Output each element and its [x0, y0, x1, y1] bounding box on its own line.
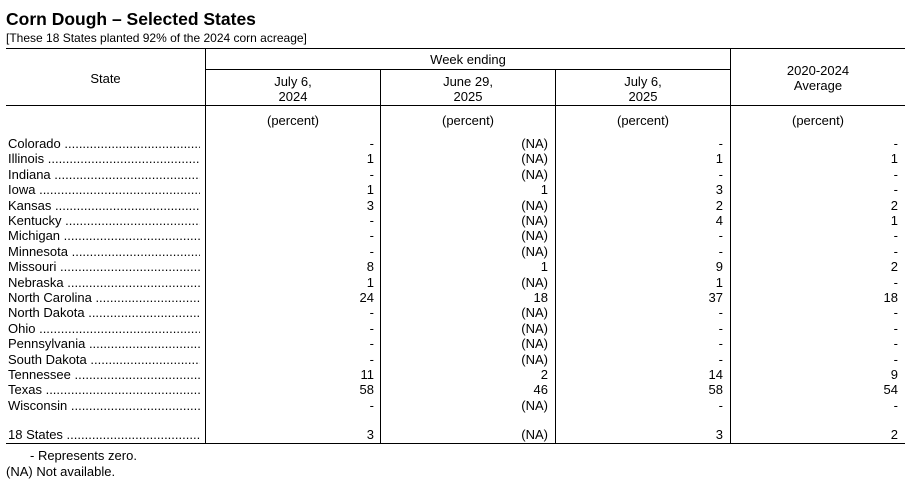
value-average: 54	[883, 382, 898, 398]
week-ending-header: Week ending	[430, 52, 506, 67]
table-top-rule	[6, 48, 905, 49]
value-average: -	[893, 397, 898, 413]
value-average: -	[893, 182, 898, 198]
state-name: Texas .....	[8, 382, 200, 397]
value-average: -	[893, 336, 898, 352]
value-july-2024: 8	[366, 259, 374, 275]
value-june-2025: (NA)	[521, 197, 548, 213]
footnote-zero: - Represents zero.	[30, 448, 137, 463]
state-name: Pennsylvania .....	[8, 336, 200, 351]
header-line: 2025	[453, 89, 483, 104]
value-july-2024: -	[369, 305, 374, 321]
footnote-not-available: (NA) Not available.	[6, 464, 116, 479]
value-july-2025: -	[718, 228, 723, 244]
value-average: 2	[890, 427, 898, 442]
state-name: Missouri .....	[8, 259, 200, 274]
value-average: -	[893, 274, 898, 290]
value-july-2024: -	[369, 228, 374, 244]
table-row	[0, 182, 915, 197]
table-row	[0, 228, 915, 243]
value-june-2025: 18	[533, 290, 548, 305]
page-title: Corn Dough – Selected States	[6, 9, 256, 29]
value-july-2024: 24	[359, 290, 374, 305]
column-header-july-2024	[206, 74, 380, 104]
header-line: 2025	[628, 89, 658, 104]
table-row	[0, 167, 915, 182]
unit-label: (percent)	[791, 113, 845, 128]
table-row	[0, 367, 915, 382]
table-row	[0, 198, 915, 213]
value-june-2025: (NA)	[521, 320, 548, 336]
state-name: Michigan .....	[8, 228, 200, 243]
value-july-2025: 4	[715, 213, 723, 228]
value-july-2025: 58	[708, 382, 723, 398]
value-average: -	[893, 305, 898, 321]
value-july-2024: -	[369, 320, 374, 336]
table-row	[0, 321, 915, 336]
value-june-2025: (NA)	[521, 351, 548, 367]
value-july-2025: -	[718, 305, 723, 321]
header-bottom-rule	[6, 105, 905, 106]
table-row	[0, 151, 915, 166]
value-july-2025: 2	[715, 197, 723, 213]
value-july-2025: 9	[715, 259, 723, 275]
value-july-2025: -	[718, 320, 723, 336]
value-average: 9	[890, 367, 898, 382]
value-july-2024: -	[369, 166, 374, 182]
value-july-2024: 11	[360, 367, 374, 382]
value-july-2025: 1	[715, 151, 723, 167]
state-name: Minnesota .....	[8, 244, 200, 259]
state-name: Wisconsin .....	[8, 398, 200, 413]
state-name: Nebraska .....	[8, 275, 200, 290]
column-header-june-2025	[381, 74, 555, 104]
state-name: North Carolina .....	[8, 290, 200, 305]
value-june-2025: 1	[540, 182, 548, 198]
table-bottom-rule	[6, 443, 905, 444]
value-average: -	[893, 243, 898, 259]
table-row	[0, 275, 915, 290]
value-july-2025: -	[718, 136, 723, 151]
value-july-2025: -	[718, 351, 723, 367]
unit-label: (percent)	[266, 113, 320, 128]
value-july-2024: 3	[366, 427, 374, 442]
header-line: 2024	[278, 89, 308, 104]
value-july-2025: -	[718, 397, 723, 413]
value-average: 2	[890, 259, 898, 275]
unit-label: (percent)	[616, 113, 670, 128]
header-line: 2020-2024	[786, 63, 850, 78]
value-average: 1	[890, 213, 898, 228]
value-average: 1	[890, 151, 898, 167]
table-row	[0, 213, 915, 228]
value-july-2024: -	[369, 243, 374, 259]
value-june-2025: (NA)	[521, 243, 548, 259]
value-june-2025: (NA)	[521, 136, 548, 151]
state-name: Tennessee .....	[8, 367, 200, 382]
value-july-2025: -	[718, 243, 723, 259]
value-july-2024: 58	[359, 382, 374, 398]
value-july-2024: 1	[366, 182, 374, 198]
table-row	[0, 290, 915, 305]
value-june-2025: (NA)	[521, 151, 548, 167]
table-row	[0, 382, 915, 397]
total-row	[0, 427, 915, 442]
value-june-2025: 46	[533, 382, 548, 398]
value-july-2025: 1	[715, 274, 723, 290]
value-july-2025: -	[718, 336, 723, 352]
value-june-2025: (NA)	[521, 228, 548, 244]
state-name: Iowa .....	[8, 182, 200, 197]
value-june-2025: 2	[540, 367, 548, 382]
value-july-2024: 1	[366, 151, 374, 167]
value-july-2025: 3	[715, 182, 723, 198]
week-ending-rule	[206, 69, 730, 70]
value-average: -	[893, 228, 898, 244]
table-row	[0, 259, 915, 274]
value-average: -	[893, 351, 898, 367]
value-average: -	[893, 320, 898, 336]
header-line: June 29,	[443, 74, 493, 89]
table-row	[0, 305, 915, 320]
value-june-2025: (NA)	[521, 274, 548, 290]
column-header-average	[731, 63, 905, 93]
header-line: July 6,	[624, 74, 662, 89]
header-line: July 6,	[274, 74, 312, 89]
state-name: Kentucky .....	[8, 213, 200, 228]
value-average: -	[893, 166, 898, 182]
state-column-header: State	[90, 71, 121, 86]
value-july-2024: -	[369, 136, 374, 151]
value-july-2024: 3	[366, 197, 374, 213]
value-average: 18	[883, 290, 898, 305]
value-july-2025: 14	[708, 367, 723, 382]
unit-label: (percent)	[441, 113, 495, 128]
value-june-2025: (NA)	[521, 166, 548, 182]
value-june-2025: (NA)	[521, 336, 548, 352]
header-line: Average	[793, 78, 843, 93]
value-average: -	[893, 136, 898, 151]
state-name: South Dakota .....	[8, 352, 200, 367]
table-row	[0, 398, 915, 413]
value-july-2024: -	[369, 213, 374, 228]
value-july-2025: 37	[708, 290, 723, 305]
value-july-2024: -	[369, 336, 374, 352]
value-june-2025: 1	[540, 259, 548, 275]
state-name: Illinois .....	[8, 151, 200, 166]
value-july-2024: 1	[366, 274, 374, 290]
state-name: Ohio .....	[8, 321, 200, 336]
value-july-2024: -	[369, 397, 374, 413]
value-average: 2	[890, 197, 898, 213]
page-subtitle: [These 18 States planted 92% of the 2024 corn acreage]	[6, 31, 307, 45]
state-name: Kansas .....	[8, 198, 200, 213]
state-name: North Dakota .....	[8, 305, 200, 320]
table-row	[0, 352, 915, 367]
value-june-2025: (NA)	[521, 397, 548, 413]
value-july-2025: -	[718, 166, 723, 182]
value-june-2025: (NA)	[521, 213, 548, 228]
table-row	[0, 336, 915, 351]
state-name: Indiana .....	[8, 167, 200, 182]
value-june-2025: (NA)	[521, 305, 548, 321]
table-row	[0, 136, 915, 151]
value-june-2025: (NA)	[521, 427, 548, 442]
table-row	[0, 244, 915, 259]
state-name: 18 States .....	[8, 427, 200, 442]
state-name: Colorado .....	[8, 136, 200, 151]
value-july-2024: -	[369, 351, 374, 367]
column-header-july-2025	[556, 74, 730, 104]
value-july-2025: 3	[715, 427, 723, 442]
